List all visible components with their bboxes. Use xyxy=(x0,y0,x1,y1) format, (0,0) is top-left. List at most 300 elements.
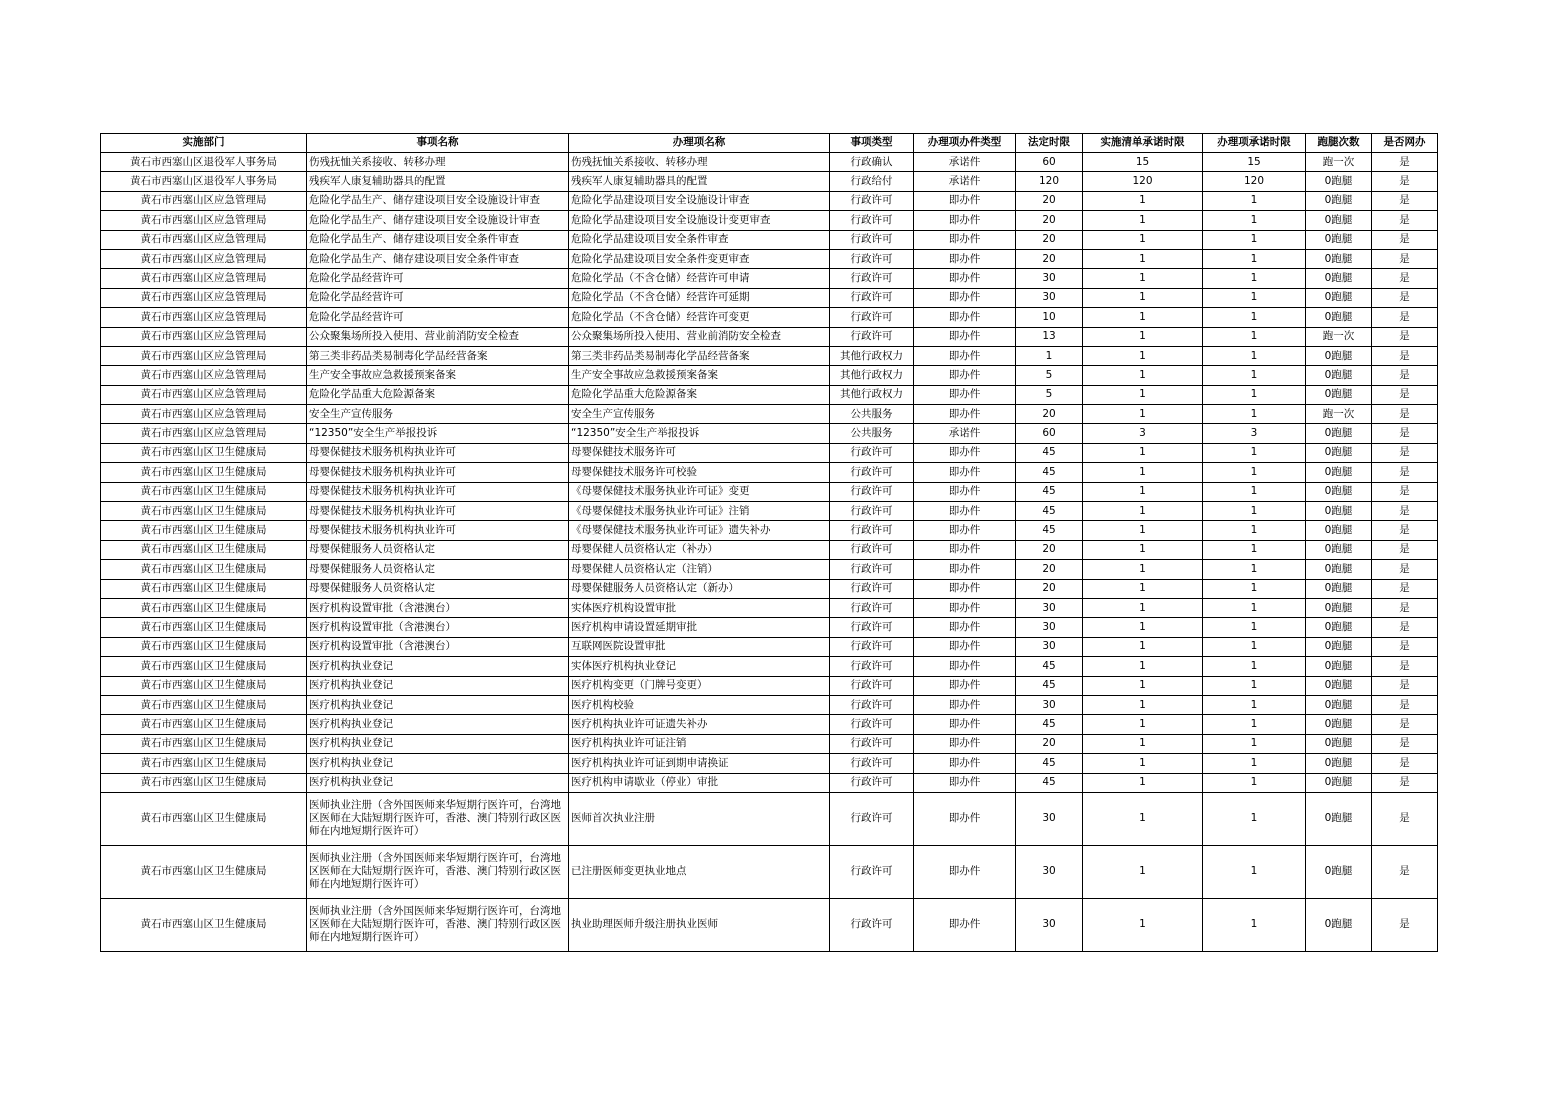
table-cell: 行政许可 xyxy=(830,618,914,637)
table-cell: 即办件 xyxy=(914,346,1016,365)
table-cell: 医疗机构设置审批（含港澳台） xyxy=(307,618,569,637)
table-cell: 危险化学品经营许可 xyxy=(307,269,569,288)
table-cell: 即办件 xyxy=(914,502,1016,521)
table-cell: 行政许可 xyxy=(830,540,914,559)
table-cell: 0跑腿 xyxy=(1306,618,1372,637)
column-header: 事项名称 xyxy=(307,134,569,153)
table-cell: 是 xyxy=(1372,754,1438,773)
column-header: 法定时限 xyxy=(1016,134,1083,153)
table-cell: 互联网医院设置审批 xyxy=(569,637,830,656)
table-cell: 20 xyxy=(1016,579,1083,598)
table-cell: 即办件 xyxy=(914,288,1016,307)
column-header: 办理项承诺时限 xyxy=(1203,134,1306,153)
table-cell: 公共服务 xyxy=(830,405,914,424)
table-cell: 母婴保健人员资格认定（注销） xyxy=(569,560,830,579)
table-cell: 20 xyxy=(1016,191,1083,210)
table-cell: 1 xyxy=(1083,579,1203,598)
table-row xyxy=(101,463,1438,482)
table-cell: 0跑腿 xyxy=(1306,715,1372,734)
table-cell: 公共服务 xyxy=(830,424,914,443)
table-cell: 1 xyxy=(1203,657,1306,676)
table-cell: 即办件 xyxy=(914,540,1016,559)
table-cell: 医疗机构校验 xyxy=(569,695,830,714)
table-cell: 黄石市西塞山区应急管理局 xyxy=(101,327,307,346)
table-cell: 医疗机构执业许可证到期申请换证 xyxy=(569,754,830,773)
table-cell: 是 xyxy=(1372,288,1438,307)
table-cell: 执业助理医师升级注册执业医师 xyxy=(569,898,830,951)
table-cell: 1 xyxy=(1203,676,1306,695)
table-cell: 黄石市西塞山区卫生健康局 xyxy=(101,637,307,656)
table-row xyxy=(101,153,1438,172)
table-cell: 母婴保健技术服务机构执业许可 xyxy=(307,482,569,501)
table-cell: 黄石市西塞山区应急管理局 xyxy=(101,230,307,249)
table-cell: 公众聚集场所投入使用、营业前消防安全检查 xyxy=(307,327,569,346)
table-cell: 即办件 xyxy=(914,385,1016,404)
table-cell: 危险化学品（不含仓储）经营许可申请 xyxy=(569,269,830,288)
table-cell: 黄石市西塞山区退役军人事务局 xyxy=(101,153,307,172)
table-cell: 30 xyxy=(1016,898,1083,951)
table-cell: 《母婴保健技术服务执业许可证》注销 xyxy=(569,502,830,521)
table-cell: 1 xyxy=(1083,249,1203,268)
table-cell: 1 xyxy=(1083,898,1203,951)
table-cell: 30 xyxy=(1016,695,1083,714)
table-cell: 1 xyxy=(1083,191,1203,210)
table-cell: 1 xyxy=(1083,211,1203,230)
table-cell: 1 xyxy=(1203,845,1306,898)
table-cell: 即办件 xyxy=(914,734,1016,753)
table-cell: 危险化学品建设项目安全设施设计审查 xyxy=(569,191,830,210)
table-cell: 黄石市西塞山区退役军人事务局 xyxy=(101,172,307,191)
table-cell: 母婴保健技术服务机构执业许可 xyxy=(307,502,569,521)
table-cell: 危险化学品生产、储存建设项目安全设施设计审查 xyxy=(307,211,569,230)
table-cell: 1 xyxy=(1203,695,1306,714)
table-cell: 行政许可 xyxy=(830,288,914,307)
table-cell: 0跑腿 xyxy=(1306,249,1372,268)
table-cell: 行政给付 xyxy=(830,172,914,191)
table-cell: 生产安全事故应急救援预案备案 xyxy=(569,366,830,385)
table-cell: 行政许可 xyxy=(830,898,914,951)
table-cell: 1 xyxy=(1203,211,1306,230)
table-cell: 1 xyxy=(1203,230,1306,249)
table-cell: 0跑腿 xyxy=(1306,443,1372,462)
table-cell: 1 xyxy=(1083,443,1203,462)
table-cell: 即办件 xyxy=(914,560,1016,579)
table-cell: 黄石市西塞山区应急管理局 xyxy=(101,385,307,404)
table-cell: 已注册医师变更执业地点 xyxy=(569,845,830,898)
table-cell: 1 xyxy=(1083,845,1203,898)
table-cell: 医疗机构执业登记 xyxy=(307,754,569,773)
table-cell: 20 xyxy=(1016,249,1083,268)
table-body xyxy=(101,153,1438,952)
column-header: 跑腿次数 xyxy=(1306,134,1372,153)
table-cell: 1 xyxy=(1203,715,1306,734)
table-cell: 黄石市西塞山区卫生健康局 xyxy=(101,715,307,734)
table-cell: 医疗机构执业登记 xyxy=(307,734,569,753)
table-cell: 行政许可 xyxy=(830,249,914,268)
table-cell: 45 xyxy=(1016,482,1083,501)
table-cell: 即办件 xyxy=(914,792,1016,845)
table-cell: 黄石市西塞山区应急管理局 xyxy=(101,249,307,268)
table-row xyxy=(101,715,1438,734)
table-cell: 黄石市西塞山区卫生健康局 xyxy=(101,540,307,559)
table-cell: 是 xyxy=(1372,346,1438,365)
table-cell: 医疗机构执业登记 xyxy=(307,657,569,676)
table-cell: 0跑腿 xyxy=(1306,288,1372,307)
table-cell: 20 xyxy=(1016,734,1083,753)
table-cell: 1 xyxy=(1083,598,1203,617)
table-cell: 20 xyxy=(1016,405,1083,424)
table-cell: 其他行政权力 xyxy=(830,366,914,385)
table-cell: 1 xyxy=(1083,754,1203,773)
table-cell: 是 xyxy=(1372,792,1438,845)
table-row xyxy=(101,695,1438,714)
table-row xyxy=(101,443,1438,462)
table-cell: 是 xyxy=(1372,540,1438,559)
table-cell: 即办件 xyxy=(914,618,1016,637)
table-cell: 0跑腿 xyxy=(1306,845,1372,898)
table-cell: 3 xyxy=(1203,424,1306,443)
table-cell: 行政许可 xyxy=(830,792,914,845)
table-cell: 即办件 xyxy=(914,845,1016,898)
table-cell: 0跑腿 xyxy=(1306,482,1372,501)
table-cell: 3 xyxy=(1083,424,1203,443)
table-cell: 黄石市西塞山区卫生健康局 xyxy=(101,898,307,951)
table-cell: 是 xyxy=(1372,898,1438,951)
table-cell: 1 xyxy=(1083,327,1203,346)
table-row xyxy=(101,327,1438,346)
table-cell: 1 xyxy=(1016,346,1083,365)
table-row xyxy=(101,845,1438,898)
table-row xyxy=(101,385,1438,404)
table-row xyxy=(101,676,1438,695)
table-cell: 黄石市西塞山区应急管理局 xyxy=(101,346,307,365)
table-row xyxy=(101,540,1438,559)
table-cell: 即办件 xyxy=(914,754,1016,773)
table-cell: 行政许可 xyxy=(830,327,914,346)
table-cell: 是 xyxy=(1372,385,1438,404)
table-cell: 黄石市西塞山区卫生健康局 xyxy=(101,560,307,579)
table-cell: 1 xyxy=(1083,308,1203,327)
table-cell: 黄石市西塞山区卫生健康局 xyxy=(101,734,307,753)
table-cell: 医疗机构执业许可证注销 xyxy=(569,734,830,753)
table-cell: 1 xyxy=(1083,482,1203,501)
table-cell: 行政许可 xyxy=(830,211,914,230)
table-cell: 是 xyxy=(1372,676,1438,695)
table-cell: 1 xyxy=(1203,366,1306,385)
table-cell: 1 xyxy=(1203,327,1306,346)
table-cell: 黄石市西塞山区卫生健康局 xyxy=(101,695,307,714)
table-cell: 即办件 xyxy=(914,579,1016,598)
table-cell: 即办件 xyxy=(914,657,1016,676)
table-cell: 1 xyxy=(1203,385,1306,404)
table-cell: 20 xyxy=(1016,540,1083,559)
table-cell: 行政许可 xyxy=(830,502,914,521)
table-cell: 是 xyxy=(1372,521,1438,540)
table-cell: 黄石市西塞山区应急管理局 xyxy=(101,405,307,424)
table-cell: 医师首次执业注册 xyxy=(569,792,830,845)
table-cell: 0跑腿 xyxy=(1306,463,1372,482)
table-cell: 即办件 xyxy=(914,676,1016,695)
table-cell: 是 xyxy=(1372,191,1438,210)
table-cell: 0跑腿 xyxy=(1306,269,1372,288)
table-cell: 即办件 xyxy=(914,191,1016,210)
table-cell: 0跑腿 xyxy=(1306,230,1372,249)
table-cell: 0跑腿 xyxy=(1306,898,1372,951)
table-cell: 即办件 xyxy=(914,463,1016,482)
table-row xyxy=(101,579,1438,598)
table-cell: 黄石市西塞山区应急管理局 xyxy=(101,211,307,230)
table-cell: 是 xyxy=(1372,308,1438,327)
table-cell: 1 xyxy=(1203,521,1306,540)
table-cell: 即办件 xyxy=(914,715,1016,734)
table-cell: 即办件 xyxy=(914,211,1016,230)
table-cell: 120 xyxy=(1203,172,1306,191)
table-cell: 0跑腿 xyxy=(1306,424,1372,443)
table-cell: 1 xyxy=(1083,405,1203,424)
table-cell: 危险化学品生产、储存建设项目安全条件审查 xyxy=(307,230,569,249)
table-cell: 0跑腿 xyxy=(1306,560,1372,579)
table-cell: 行政许可 xyxy=(830,845,914,898)
table-cell: 0跑腿 xyxy=(1306,521,1372,540)
table-cell: 即办件 xyxy=(914,598,1016,617)
table-cell: 是 xyxy=(1372,657,1438,676)
table-cell: 1 xyxy=(1083,618,1203,637)
table-cell: 危险化学品经营许可 xyxy=(307,288,569,307)
table-cell: 1 xyxy=(1203,598,1306,617)
table-cell: 0跑腿 xyxy=(1306,502,1372,521)
table-cell: 黄石市西塞山区应急管理局 xyxy=(101,366,307,385)
table-cell: 实体医疗机构设置审批 xyxy=(569,598,830,617)
table-cell: 0跑腿 xyxy=(1306,598,1372,617)
table-cell: 15 xyxy=(1203,153,1306,172)
table-cell: 5 xyxy=(1016,385,1083,404)
table-row xyxy=(101,560,1438,579)
table-cell: 1 xyxy=(1203,191,1306,210)
table-cell: 0跑腿 xyxy=(1306,191,1372,210)
table-cell: 是 xyxy=(1372,211,1438,230)
table-cell: 1 xyxy=(1083,676,1203,695)
table-cell: 1 xyxy=(1203,579,1306,598)
table-cell: 即办件 xyxy=(914,366,1016,385)
table-cell: 是 xyxy=(1372,618,1438,637)
table-cell: 母婴保健技术服务机构执业许可 xyxy=(307,443,569,462)
table-row xyxy=(101,521,1438,540)
table-cell: 0跑腿 xyxy=(1306,579,1372,598)
table-cell: 医疗机构申请歇业（停业）审批 xyxy=(569,773,830,792)
table-cell: 是 xyxy=(1372,598,1438,617)
table-cell: 行政许可 xyxy=(830,598,914,617)
table-cell: 是 xyxy=(1372,405,1438,424)
table-cell: 0跑腿 xyxy=(1306,695,1372,714)
table-cell: 其他行政权力 xyxy=(830,385,914,404)
table-cell: 1 xyxy=(1203,269,1306,288)
table-row xyxy=(101,211,1438,230)
table-cell: 1 xyxy=(1083,560,1203,579)
table-cell: 是 xyxy=(1372,637,1438,656)
table-cell: 0跑腿 xyxy=(1306,172,1372,191)
table-cell: 行政确认 xyxy=(830,153,914,172)
table-cell: 黄石市西塞山区卫生健康局 xyxy=(101,845,307,898)
table-cell: 1 xyxy=(1203,754,1306,773)
table-row xyxy=(101,792,1438,845)
table-cell: 是 xyxy=(1372,560,1438,579)
table-cell: 是 xyxy=(1372,734,1438,753)
table-row xyxy=(101,269,1438,288)
table-cell: 1 xyxy=(1083,773,1203,792)
table-cell: 0跑腿 xyxy=(1306,540,1372,559)
table-cell: 伤残抚恤关系接收、转移办理 xyxy=(569,153,830,172)
table-row xyxy=(101,366,1438,385)
table-cell: 30 xyxy=(1016,269,1083,288)
table-cell: 10 xyxy=(1016,308,1083,327)
table-cell: 跑一次 xyxy=(1306,405,1372,424)
table-cell: 行政许可 xyxy=(830,734,914,753)
table-cell: 1 xyxy=(1203,288,1306,307)
table-cell: 30 xyxy=(1016,618,1083,637)
table-cell: 1 xyxy=(1203,502,1306,521)
table-cell: 45 xyxy=(1016,463,1083,482)
table-cell: 45 xyxy=(1016,443,1083,462)
table-cell: 母婴保健技术服务许可校验 xyxy=(569,463,830,482)
table-cell: 15 xyxy=(1083,153,1203,172)
table-cell: 1 xyxy=(1083,288,1203,307)
table-cell: 承诺件 xyxy=(914,424,1016,443)
table-cell: 0跑腿 xyxy=(1306,734,1372,753)
table-cell: 是 xyxy=(1372,715,1438,734)
table-cell: 危险化学品建设项目安全条件审查 xyxy=(569,230,830,249)
table-row xyxy=(101,734,1438,753)
table-cell: 1 xyxy=(1203,792,1306,845)
table-row xyxy=(101,230,1438,249)
column-header: 办理项名称 xyxy=(569,134,830,153)
table-cell: 母婴保健技术服务机构执业许可 xyxy=(307,521,569,540)
table-cell: 60 xyxy=(1016,153,1083,172)
table-cell: 医疗机构执业登记 xyxy=(307,773,569,792)
table-cell: 黄石市西塞山区卫生健康局 xyxy=(101,618,307,637)
table-cell: 即办件 xyxy=(914,482,1016,501)
table-cell: 30 xyxy=(1016,845,1083,898)
table-cell: 行政许可 xyxy=(830,560,914,579)
table-cell: 黄石市西塞山区卫生健康局 xyxy=(101,598,307,617)
table-cell: 医疗机构执业登记 xyxy=(307,695,569,714)
table-cell: 1 xyxy=(1203,443,1306,462)
table-cell: 黄石市西塞山区应急管理局 xyxy=(101,191,307,210)
table-cell: 0跑腿 xyxy=(1306,792,1372,845)
table-cell: 是 xyxy=(1372,845,1438,898)
table-cell: 1 xyxy=(1203,898,1306,951)
table-cell: 0跑腿 xyxy=(1306,657,1372,676)
table-cell: 1 xyxy=(1203,540,1306,559)
table-cell: 黄石市西塞山区应急管理局 xyxy=(101,424,307,443)
table-cell: 第三类非药品类易制毒化学品经营备案 xyxy=(307,346,569,365)
table-cell: 行政许可 xyxy=(830,482,914,501)
table-cell: 第三类非药品类易制毒化学品经营备案 xyxy=(569,346,830,365)
column-header: 实施清单承诺时限 xyxy=(1083,134,1203,153)
table-cell: 1 xyxy=(1083,734,1203,753)
table-cell: 行政许可 xyxy=(830,463,914,482)
table-cell: 《母婴保健技术服务执业许可证》变更 xyxy=(569,482,830,501)
table-cell: 行政许可 xyxy=(830,230,914,249)
table-cell: 30 xyxy=(1016,792,1083,845)
table-cell: 医疗机构执业登记 xyxy=(307,715,569,734)
table-cell: 是 xyxy=(1372,153,1438,172)
table-cell: 黄石市西塞山区应急管理局 xyxy=(101,269,307,288)
table-cell: 30 xyxy=(1016,637,1083,656)
table-cell: 即办件 xyxy=(914,327,1016,346)
table-cell: 黄石市西塞山区卫生健康局 xyxy=(101,579,307,598)
table-cell: 行政许可 xyxy=(830,637,914,656)
table-cell: 是 xyxy=(1372,482,1438,501)
table-cell: 黄石市西塞山区卫生健康局 xyxy=(101,482,307,501)
table-cell: 0跑腿 xyxy=(1306,773,1372,792)
table-row xyxy=(101,172,1438,191)
table-cell: 黄石市西塞山区卫生健康局 xyxy=(101,443,307,462)
table-cell: 行政许可 xyxy=(830,308,914,327)
table-cell: 行政许可 xyxy=(830,579,914,598)
table-cell: 45 xyxy=(1016,754,1083,773)
table-row xyxy=(101,288,1438,307)
table-cell: 黄石市西塞山区卫生健康局 xyxy=(101,754,307,773)
table-cell: 危险化学品（不含仓储）经营许可延期 xyxy=(569,288,830,307)
table-cell: 是 xyxy=(1372,443,1438,462)
table-cell: 医疗机构变更（门牌号变更） xyxy=(569,676,830,695)
table-cell: 是 xyxy=(1372,327,1438,346)
table-cell: 行政许可 xyxy=(830,773,914,792)
table-cell: 1 xyxy=(1083,695,1203,714)
table-cell: 危险化学品（不含仓储）经营许可变更 xyxy=(569,308,830,327)
table-row xyxy=(101,754,1438,773)
table-cell: 13 xyxy=(1016,327,1083,346)
table-cell: 0跑腿 xyxy=(1306,637,1372,656)
table-cell: 45 xyxy=(1016,715,1083,734)
table-cell: 即办件 xyxy=(914,695,1016,714)
table-cell: 1 xyxy=(1203,463,1306,482)
table-cell: 医疗机构设置审批（含港澳台） xyxy=(307,598,569,617)
table-cell: 行政许可 xyxy=(830,715,914,734)
table-cell: 20 xyxy=(1016,230,1083,249)
table-cell: 20 xyxy=(1016,560,1083,579)
table-cell: 黄石市西塞山区应急管理局 xyxy=(101,288,307,307)
table-cell: 伤残抚恤关系接收、转移办理 xyxy=(307,153,569,172)
table-cell: 1 xyxy=(1203,482,1306,501)
table-cell: 黄石市西塞山区卫生健康局 xyxy=(101,792,307,845)
table-cell: 1 xyxy=(1203,308,1306,327)
table-cell: 45 xyxy=(1016,502,1083,521)
table-cell: “12350”安全生产举报投诉 xyxy=(569,424,830,443)
table-cell: 危险化学品建设项目安全设施设计变更审查 xyxy=(569,211,830,230)
table-cell: 即办件 xyxy=(914,443,1016,462)
table-cell: 医疗机构申请设置延期审批 xyxy=(569,618,830,637)
table-cell: 行政许可 xyxy=(830,443,914,462)
table-cell: 0跑腿 xyxy=(1306,211,1372,230)
table-cell: 1 xyxy=(1083,346,1203,365)
table-cell: “12350”安全生产举报投诉 xyxy=(307,424,569,443)
table-cell: 即办件 xyxy=(914,230,1016,249)
table-row xyxy=(101,405,1438,424)
table-cell: 行政许可 xyxy=(830,521,914,540)
table-cell: 母婴保健人员资格认定（补办） xyxy=(569,540,830,559)
table-cell: 1 xyxy=(1203,560,1306,579)
table-cell: 即办件 xyxy=(914,405,1016,424)
table-cell: 生产安全事故应急救援预案备案 xyxy=(307,366,569,385)
table-row xyxy=(101,898,1438,951)
table-cell: 公众聚集场所投入使用、营业前消防安全检查 xyxy=(569,327,830,346)
table-cell: 行政许可 xyxy=(830,676,914,695)
table-cell: 是 xyxy=(1372,249,1438,268)
table-cell: 0跑腿 xyxy=(1306,346,1372,365)
table-cell: 医师执业注册（含外国医师来华短期行医许可，台湾地区医师在大陆短期行医许可，香港、澳门特别行政区医师在内地短期行医许可） xyxy=(307,898,569,951)
table-cell: 0跑腿 xyxy=(1306,366,1372,385)
